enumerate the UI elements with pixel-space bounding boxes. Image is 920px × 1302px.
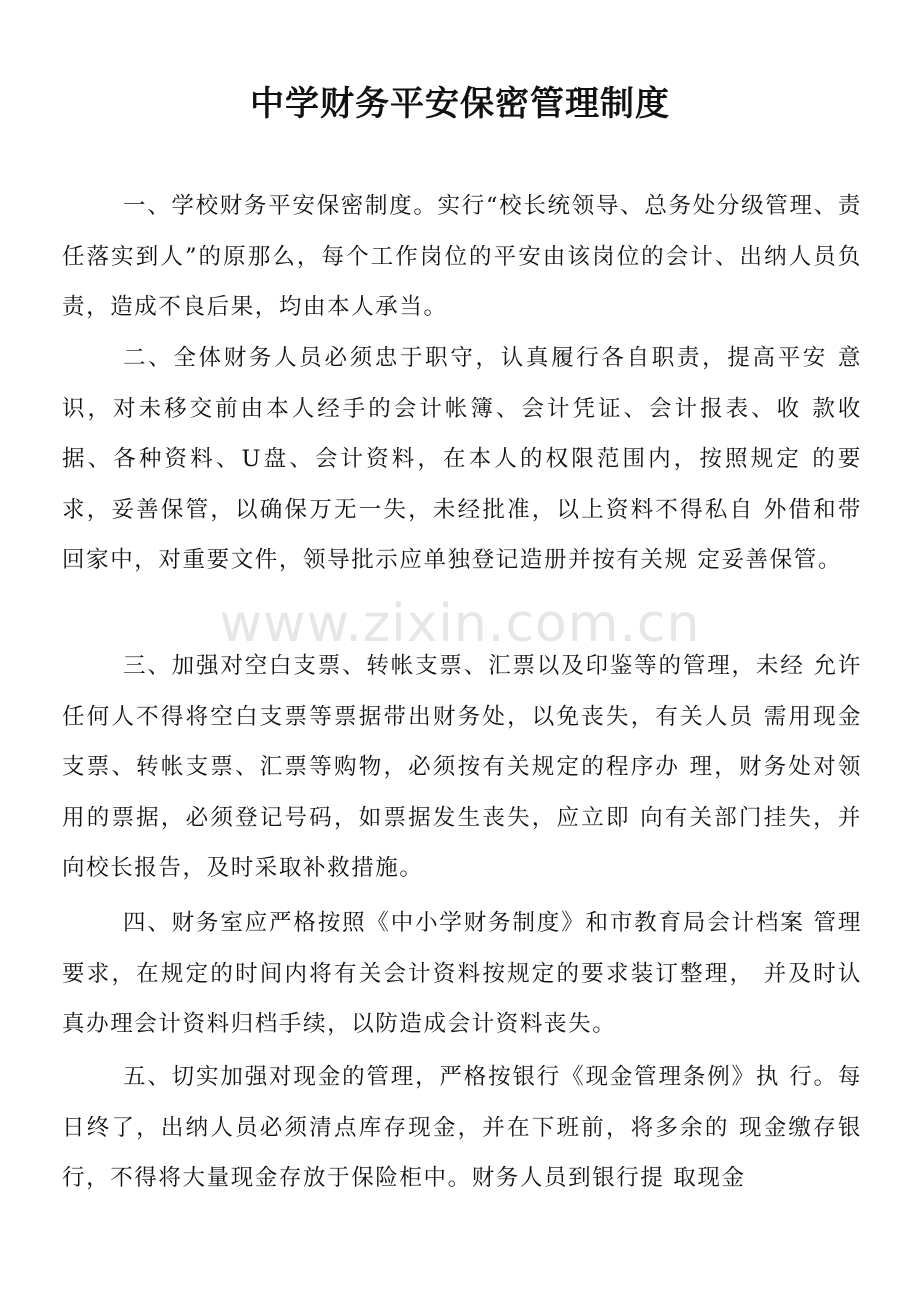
paragraph-1: 一、学校财务平安保密制度。实行“校长统领导、总务处分级管理、责任落实到人”的原那么，每个工作岗位的平安由该岗位的会计、出纳人员负责，造成不良后果，均由本人承当。	[62, 193, 862, 320]
paragraph-2: 二、全体财务人员必须忠于职守，认真履行各自职责，提高平安 意识，对未移交前由本人经手的会计帐簿、会计凭证、会计报表、收 款收据、各种资料、U盘、会计资料，在本人的权限范围内，按照规定 的要求，妥善保管，以确保万无一失，未经批准，以上资料不得私自 外借和带回家中，对重要文件，领导批示应单独登记造册并按有关规 定妥善保管。	[62, 345, 862, 573]
paragraph-5: 五、切实加强对现金的管理，严格按银行《现金管理条例》执 行。每日终了，出纳人员必须清点库存现金，并在下班前，将多余的 现金缴存银行，不得将大量现金存放于保险柜中。财务人员到银行提 取现金	[62, 1064, 862, 1191]
paragraph-3: 三、加强对空白支票、转帐支票、汇票以及印鉴等的管理，未经 允许任何人不得将空白支票等票据带出财务处，以免丧失，有关人员 需用现金支票、转帐支票、汇票等购物，必须按有关规定的程序办 理，财务处对领用的票据，必须登记号码，如票据发生丧失，应立即 向有关部门挂失，并向校长报告，及时采取补救措施。	[62, 653, 862, 881]
watermark: www.zixin.com.cn	[219, 594, 701, 654]
document-title: 中学财务平安保密管理制度	[250, 84, 670, 124]
paragraph-4: 四、财务室应严格按照《中小学财务制度》和市教育局会计档案 管理要求，在规定的时间内将有关会计资料按规定的要求装订整理， 并及时认真办理会计资料归档手续，以防造成会计资料丧失。	[62, 910, 862, 1037]
